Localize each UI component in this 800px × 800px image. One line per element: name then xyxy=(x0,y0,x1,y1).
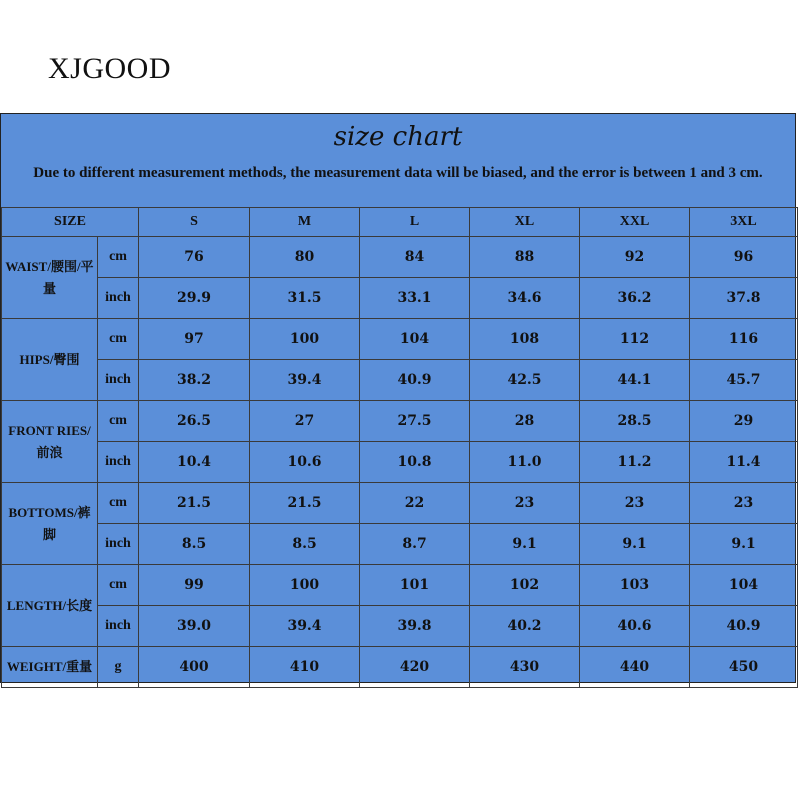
size-header-cell: M xyxy=(250,208,360,237)
value-cell: 100 xyxy=(289,577,320,593)
value-cell: 39.4 xyxy=(287,372,322,388)
table-cell xyxy=(580,565,690,606)
unit-label: cm xyxy=(98,565,139,606)
size-header-cell: XL xyxy=(470,208,580,237)
table-row xyxy=(2,442,798,483)
table-cell xyxy=(690,606,798,647)
value-cell: 104 xyxy=(399,331,430,347)
value-cell: 410 xyxy=(289,659,320,675)
table-cell xyxy=(580,524,690,565)
table-cell xyxy=(580,360,690,401)
table-cell xyxy=(360,360,470,401)
table-cell xyxy=(580,442,690,483)
measurement-note: Due to different measurement methods, the measurement data will be biased, and the error is between 1 and 3 cm. xyxy=(33,165,763,181)
size-table xyxy=(1,207,798,688)
value-cell: 28.5 xyxy=(617,413,652,429)
table-cell xyxy=(139,237,250,278)
size-header-cell: XXL xyxy=(580,208,690,237)
value-cell: 8.5 xyxy=(292,536,317,552)
table-cell xyxy=(470,647,580,688)
table-cell xyxy=(690,442,798,483)
value-cell: 450 xyxy=(728,659,759,675)
table-cell xyxy=(580,401,690,442)
table-cell xyxy=(580,606,690,647)
value-cell: 31.5 xyxy=(287,290,322,306)
table-cell xyxy=(470,278,580,319)
size-header-cell: L xyxy=(360,208,470,237)
table-cell xyxy=(470,319,580,360)
value-cell: 9.1 xyxy=(512,536,537,552)
value-cell: 420 xyxy=(399,659,430,675)
value-cell: 9.1 xyxy=(731,536,756,552)
table-cell xyxy=(250,524,360,565)
table-cell xyxy=(139,483,250,524)
measurement-label: HIPS/臀围 xyxy=(2,319,98,401)
value-cell: 103 xyxy=(619,577,650,593)
table-cell xyxy=(360,237,470,278)
value-cell: 10.4 xyxy=(176,454,212,470)
table-cell xyxy=(360,606,470,647)
table-cell xyxy=(360,565,470,606)
unit-label: cm xyxy=(98,401,139,442)
value-cell: 9.1 xyxy=(622,536,647,552)
size-header-row xyxy=(2,208,798,237)
value-cell: 37.8 xyxy=(726,290,761,306)
table-row xyxy=(2,237,798,278)
value-cell: 96 xyxy=(733,249,754,265)
value-cell: 101 xyxy=(399,577,430,593)
table-cell xyxy=(690,360,798,401)
value-cell: 23 xyxy=(624,495,645,511)
table-cell xyxy=(250,606,360,647)
chart-title: size chart xyxy=(333,122,463,152)
table-cell xyxy=(690,565,798,606)
table-cell xyxy=(139,565,250,606)
value-cell: 8.5 xyxy=(181,536,207,552)
value-cell: 26.5 xyxy=(176,413,212,429)
table-cell xyxy=(470,442,580,483)
value-cell: 440 xyxy=(619,659,650,675)
value-cell: 39.0 xyxy=(176,618,212,634)
value-cell: 39.8 xyxy=(397,618,432,634)
value-cell: 29 xyxy=(733,413,754,429)
unit-label: inch xyxy=(98,524,139,565)
value-cell: 44.1 xyxy=(617,372,652,388)
table-row xyxy=(2,647,798,688)
value-cell: 21.5 xyxy=(176,495,212,511)
table-cell xyxy=(360,483,470,524)
value-cell: 40.6 xyxy=(617,618,652,634)
table-cell xyxy=(470,606,580,647)
table-cell xyxy=(580,647,690,688)
table-cell xyxy=(580,319,690,360)
table-cell xyxy=(139,442,250,483)
value-cell: 112 xyxy=(619,331,650,347)
value-cell: 23 xyxy=(733,495,754,511)
value-cell: 80 xyxy=(294,249,315,265)
value-cell: 430 xyxy=(509,659,540,675)
table-cell xyxy=(139,278,250,319)
table-cell xyxy=(250,360,360,401)
table-cell xyxy=(470,237,580,278)
value-cell: 45.7 xyxy=(726,372,761,388)
unit-label: cm xyxy=(98,319,139,360)
value-cell: 102 xyxy=(509,577,540,593)
value-cell: 22 xyxy=(404,495,425,511)
value-cell: 40.2 xyxy=(507,618,542,634)
table-cell xyxy=(139,524,250,565)
value-cell: 28 xyxy=(514,413,535,429)
value-cell: 40.9 xyxy=(397,372,432,388)
table-cell xyxy=(470,565,580,606)
measurement-label: BOTTOMS/裤脚 xyxy=(2,483,98,565)
value-cell: 29.9 xyxy=(176,290,212,306)
size-header-label: SIZE xyxy=(2,208,139,237)
value-cell: 34.6 xyxy=(507,290,542,306)
value-cell: 116 xyxy=(728,331,759,347)
unit-label: cm xyxy=(98,237,139,278)
table-row xyxy=(2,606,798,647)
unit-label: inch xyxy=(98,278,139,319)
value-cell: 33.1 xyxy=(397,290,432,306)
table-cell xyxy=(360,524,470,565)
table-cell xyxy=(690,278,798,319)
unit-label: g xyxy=(98,647,139,688)
table-cell xyxy=(690,401,798,442)
value-cell: 27.5 xyxy=(397,413,432,429)
table-row xyxy=(2,483,798,524)
table-row xyxy=(2,360,798,401)
table-cell xyxy=(139,401,250,442)
table-cell xyxy=(360,278,470,319)
value-cell: 108 xyxy=(509,331,540,347)
table-cell xyxy=(690,647,798,688)
table-cell xyxy=(470,524,580,565)
value-cell: 76 xyxy=(184,249,204,265)
measurement-label: WAIST/腰围/平量 xyxy=(2,237,98,319)
table-cell xyxy=(250,647,360,688)
table-row xyxy=(2,319,798,360)
value-cell: 36.2 xyxy=(617,290,652,306)
measurement-label: FRONT RIES/前浪 xyxy=(2,401,98,483)
unit-label: inch xyxy=(98,360,139,401)
table-cell xyxy=(580,278,690,319)
value-cell: 400 xyxy=(179,659,209,675)
table-cell xyxy=(250,401,360,442)
size-header-cell: 3XL xyxy=(690,208,798,237)
table-cell xyxy=(690,237,798,278)
value-cell: 88 xyxy=(514,249,535,265)
unit-label: inch xyxy=(98,606,139,647)
size-table-body xyxy=(2,208,798,688)
unit-label: cm xyxy=(98,483,139,524)
value-cell: 100 xyxy=(289,331,320,347)
value-cell: 104 xyxy=(728,577,759,593)
value-cell: 97 xyxy=(184,331,204,347)
table-cell xyxy=(470,483,580,524)
table-cell xyxy=(470,401,580,442)
value-cell: 39.4 xyxy=(287,618,322,634)
table-cell xyxy=(690,524,798,565)
table-cell xyxy=(139,360,250,401)
table-cell xyxy=(580,237,690,278)
value-cell: 21.5 xyxy=(287,495,322,511)
value-cell: 38.2 xyxy=(176,372,212,388)
table-cell xyxy=(690,483,798,524)
table-cell xyxy=(250,483,360,524)
table-cell xyxy=(690,319,798,360)
table-cell xyxy=(139,319,250,360)
value-cell: 10.6 xyxy=(287,454,322,470)
value-cell: 23 xyxy=(514,495,535,511)
table-cell xyxy=(580,483,690,524)
value-cell: 40.9 xyxy=(726,618,761,634)
table-cell xyxy=(360,442,470,483)
value-cell: 84 xyxy=(404,249,425,265)
table-cell xyxy=(139,606,250,647)
size-header-cell: S xyxy=(139,208,250,237)
value-cell: 11.0 xyxy=(507,454,542,470)
table-row xyxy=(2,524,798,565)
measurement-label: WEIGHT/重量 xyxy=(2,647,98,688)
table-row xyxy=(2,401,798,442)
value-cell: 92 xyxy=(624,249,645,265)
value-cell: 42.5 xyxy=(507,372,542,388)
size-chart xyxy=(0,113,796,683)
table-cell xyxy=(250,319,360,360)
value-cell: 10.8 xyxy=(397,454,432,470)
table-cell xyxy=(470,360,580,401)
value-cell: 11.2 xyxy=(617,454,652,470)
table-row xyxy=(2,565,798,606)
brand-name: XJGOOD xyxy=(48,52,171,85)
value-cell: 27 xyxy=(294,413,315,429)
table-row xyxy=(2,278,798,319)
table-cell xyxy=(139,647,250,688)
unit-label: inch xyxy=(98,442,139,483)
table-cell xyxy=(250,565,360,606)
table-cell xyxy=(360,401,470,442)
table-cell xyxy=(250,278,360,319)
measurement-label: LENGTH/长度 xyxy=(2,565,98,647)
table-cell xyxy=(250,237,360,278)
table-cell xyxy=(360,647,470,688)
table-cell xyxy=(360,319,470,360)
value-cell: 8.7 xyxy=(402,536,427,552)
value-cell: 99 xyxy=(184,577,204,593)
table-cell xyxy=(250,442,360,483)
value-cell: 11.4 xyxy=(726,454,761,470)
